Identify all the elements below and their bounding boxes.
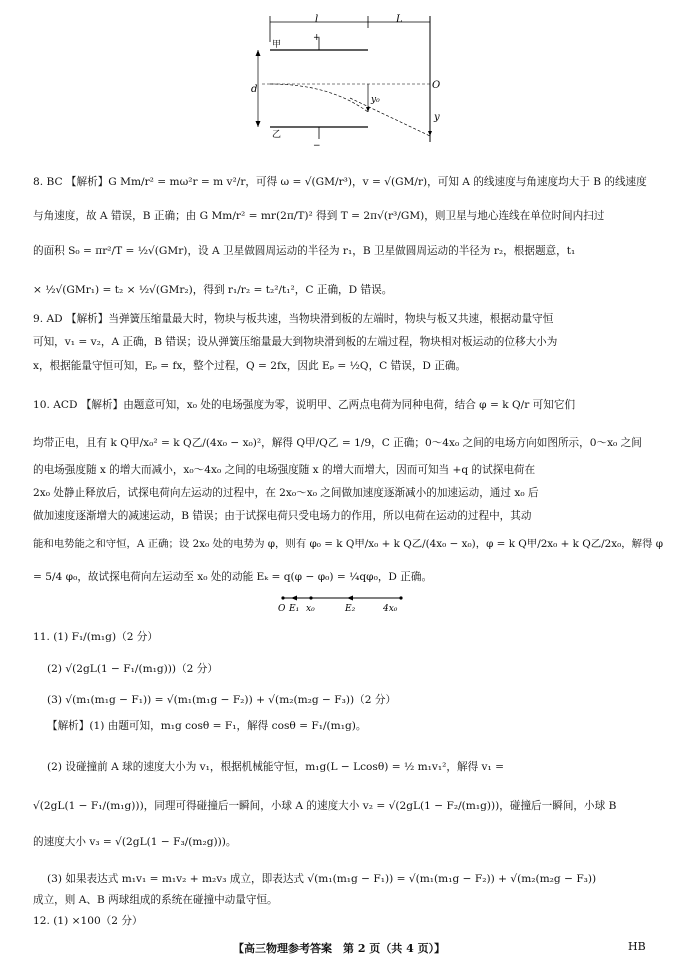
q10-line-1: 10. ACD 【解析】由题意可知，x₀ 处的电场强度为零，说明甲、乙两点电荷为同种电荷，结合 φ = k Q/r 可知它们 (33, 399, 576, 411)
q10-line-7: = 5/4 φ₀，故试探电荷向左运动至 x₀ 处的动能 Eₖ = q(φ − φ₀) = ¼qφ₀，D 正确。 (33, 571, 433, 583)
label-O2: O (278, 604, 286, 614)
field-direction-diagram (275, 592, 410, 616)
q11-line-5: (2) 设碰撞前 A 球的速度大小为 v₁，根据机械能守恒，m₁g(L − Lcosθ) = ½ m₁v₁²，解得 v₁ = (47, 761, 505, 773)
label-minus: − (313, 141, 321, 151)
q9-line-3: x，根据能量守恒可知，Eₚ = fx，整个过程，Q = 2fx，因此 Eₚ = ½Q，C 错误，D 正确。 (33, 360, 467, 372)
q9-line-1: 9. AD 【解析】当弹簧压缩量最大时，物块与板共速，当物块滑到板的左端时，物块与板又共速，根据动量守恒 (33, 313, 554, 325)
q11-line-9: 成立，则 A、B 两球组成的系统在碰撞中动量守恒。 (33, 894, 278, 906)
q10-line-6: 能和电势能之和守恒，A 正确；设 2x₀ 处的电势为 φ，则有 φ₀ = k Q甲/x₀ + k Q乙/(4x₀ − x₀)，φ = k Q甲/2x₀ + k Q乙/2x₀，解得 φ (33, 538, 664, 550)
q8-line-3: 的面积 S₀ = πr²/T = ½√(GMr)，设 A 卫星做圆周运动的半径为 r₁，B 卫星做圆周运动的半径为 r₂，根据题意，t₁ (33, 245, 576, 257)
arrow-e2 (347, 596, 353, 601)
q11-line-1: 11. (1) F₁/(m₁g)（2 分） (33, 631, 158, 643)
q10-line-5: 做加速度逐渐增大的减速运动，B 错误；由于试探电荷只受电场力的作用，所以电荷在运动的过程中，其动 (33, 510, 532, 522)
q11-line-7: 的速度大小 v₃ = √(2gL(1 − F₃/(m₂g)))。 (33, 836, 237, 848)
paper-code: HB (628, 940, 646, 953)
deflection-diagram (240, 10, 450, 155)
q11-line-8: (3) 如果表达式 m₁v₁ = m₁v₂ + m₂v₃ 成立，即表达式 √(m₁(m₁g − F₁)) = √(m₁(m₁g − F₂)) + √(m₂(m₂g − F₃)) (47, 873, 597, 885)
q8-line-1: 8. BC 【解析】G Mm/r² = mω²r = m v²/r，可得 ω = √(GM/r³)，v = √(GM/r)，可知 A 的线速度与角速度均大于 B 的线速度 (33, 176, 647, 188)
q8-line-4: × ½√(GMr₁) = t₂ × ½√(GMr₂)，得到 r₁/r₂ = t₂²/t₁²，C 正确，D 错误。 (33, 284, 393, 296)
q12-line-1: 12. (1) ×100（2 分） (33, 915, 143, 927)
page-footer: 【高三物理参考答案 第 2 页（共 4 页）】 (233, 942, 446, 955)
label-O: O (432, 80, 441, 91)
label-4x0: 4x₀ (383, 604, 398, 614)
label-y: y (434, 112, 440, 123)
label-E2: E₂ (345, 604, 356, 614)
label-d: d (251, 84, 258, 95)
q11-line-6: √(2gL(1 − F₁/(m₁g)))，同理可得碰撞后一瞬间，小球 A 的速度大小 v₂ = √(2gL(1 − F₂/(m₁g)))，碰撞后一瞬间，小球 B (33, 800, 617, 812)
label-jia: 甲 (272, 40, 282, 50)
label-yi: 乙 (272, 130, 282, 140)
label-l: l (315, 14, 319, 25)
label-E1: E₁ (289, 604, 300, 614)
q8-line-2: 与角速度，故 A 错误，B 正确；由 G Mm/r² = mr(2π/T)² 得到 T = 2π√(r³/GM)，则卫星与地心连线在单位时间内扫过 (33, 210, 605, 222)
label-x0: x₀ (306, 604, 315, 614)
q10-line-2: 均带正电，且有 k Q甲/x₀² = k Q乙/(4x₀ − x₀)²，解得 Q甲/Q乙 = 1/9，C 正确；0～4x₀ 之间的电场方向如图所示，0～x₀ 之间 (33, 437, 642, 449)
label-L: L (396, 14, 403, 25)
q10-line-3: 的电场强度随 x 的增大而减小，x₀～4x₀ 之间的电场强度随 x 的增大而增大，因而可知当 +q 的试探电荷在 (33, 464, 536, 476)
q11-line-3: (3) √(m₁(m₁g − F₁)) = √(m₁(m₁g − F₂)) + √(m₂(m₂g − F₃))（2 分） (47, 694, 397, 706)
q11-line-2: (2) √(2gL(1 − F₁/(m₁g)))（2 分） (47, 663, 218, 675)
q11-line-4: 【解析】(1) 由题可知，m₁g cosθ = F₁，解得 cosθ = F₁/(m₁g)。 (47, 720, 367, 732)
arrow-e1 (291, 596, 297, 601)
label-plus: + (313, 33, 321, 43)
label-y0: y₀ (371, 95, 380, 105)
q9-line-2: 可知，v₁ = v₂，A 正确，B 错误；设从弹簧压缩量最大到物块滑到板的左端过程，物块相对板运动的位移大小为 (33, 336, 558, 348)
q10-line-4: 2x₀ 处静止释放后，试探电荷向左运动的过程中，在 2x₀～x₀ 之间做加速度逐渐减小的加速运动，通过 x₀ 后 (33, 487, 539, 499)
